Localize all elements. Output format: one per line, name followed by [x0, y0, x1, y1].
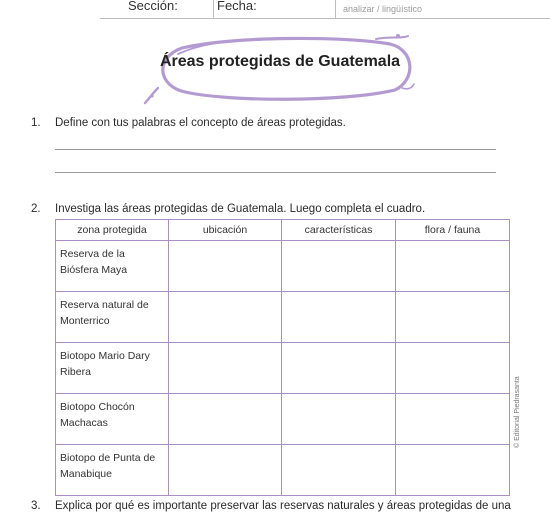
zone-name-cell: Biotopo Chocón Machacas	[56, 394, 169, 445]
characteristics-cell[interactable]	[282, 241, 396, 292]
question-number: 2.	[31, 203, 41, 215]
characteristics-cell[interactable]	[282, 292, 396, 343]
publisher-note: © Editorial Piedrasanta	[514, 376, 521, 448]
location-cell[interactable]	[169, 343, 282, 394]
table-row	[56, 241, 510, 292]
table-row	[56, 343, 510, 394]
header-row	[100, 0, 550, 19]
table-row	[56, 394, 510, 445]
title-banner	[140, 30, 420, 106]
column-header: zona protegida	[56, 220, 169, 241]
characteristics-cell[interactable]	[282, 394, 396, 445]
characteristics-cell[interactable]	[282, 343, 396, 394]
seccion-label: Sección:	[128, 0, 178, 13]
column-header: flora / fauna	[396, 220, 510, 241]
flora-fauna-cell[interactable]	[396, 241, 510, 292]
zone-name-cell: Reserva natural de Monterrico	[56, 292, 169, 343]
zone-name-cell: Biotopo Mario Dary Ribera	[56, 343, 169, 394]
question-number: 1.	[31, 117, 41, 129]
answer-line[interactable]	[55, 149, 496, 150]
zone-name-cell: Reserva de la Biósfera Maya	[56, 241, 169, 292]
location-cell[interactable]	[169, 445, 282, 496]
header-divider	[213, 0, 214, 18]
question-text: Investiga las áreas protegidas de Guatemala. Luego completa el cuadro.	[55, 203, 426, 215]
protected-areas-table	[55, 219, 510, 496]
flora-fauna-cell[interactable]	[396, 343, 510, 394]
characteristics-cell[interactable]	[282, 445, 396, 496]
location-cell[interactable]	[169, 394, 282, 445]
question-text: Define con tus palabras el concepto de áreas protegidas.	[55, 117, 346, 129]
table-row	[56, 292, 510, 343]
flora-fauna-cell[interactable]	[396, 394, 510, 445]
flora-fauna-cell[interactable]	[396, 292, 510, 343]
question-number: 3.	[31, 500, 41, 512]
skills-hint: analizar / lingüístico	[343, 4, 423, 14]
answer-line[interactable]	[55, 172, 496, 173]
table-row	[56, 445, 510, 496]
table-header-row	[56, 220, 510, 241]
zone-name-cell: Biotopo de Punta de Manabique	[56, 445, 169, 496]
column-header: ubicación	[169, 220, 282, 241]
location-cell[interactable]	[169, 292, 282, 343]
column-header: características	[282, 220, 396, 241]
location-cell[interactable]	[169, 241, 282, 292]
page-title: Áreas protegidas de Guatemala	[159, 53, 401, 70]
question-text: Explica por qué es importante preservar las reservas naturales y áreas protegidas de una	[55, 500, 511, 512]
header-divider	[335, 0, 336, 18]
flora-fauna-cell[interactable]	[396, 445, 510, 496]
fecha-label: Fecha:	[217, 0, 257, 13]
